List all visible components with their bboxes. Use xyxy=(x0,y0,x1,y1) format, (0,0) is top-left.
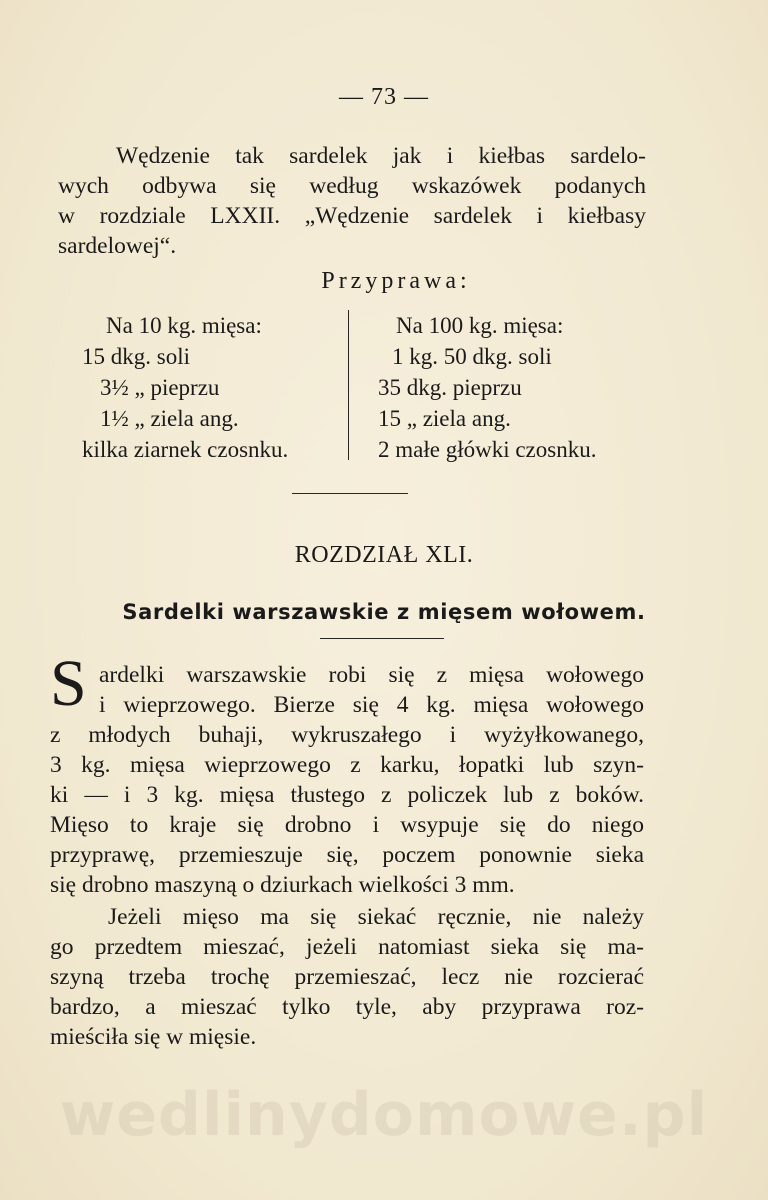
body-line: szyną trzeba trochę przemieszać, lecz nie rozcierać xyxy=(50,964,644,990)
body-line: go przedtem mieszać, jeżeli natomiast sieka się ma- xyxy=(50,934,644,960)
body-line: ardelki warszawskie robi się z mięsa wołowego xyxy=(99,662,644,688)
body-line: Jeżeli mięso ma się siekać ręcznie, nie należy xyxy=(108,904,644,930)
seasoning-row: Na 100 kg. mięsa: xyxy=(396,313,564,338)
body-line: ki — i 3 kg. mięsa tłustego z policzek lub z boków. xyxy=(50,782,644,808)
page-number: — 73 — xyxy=(339,84,429,110)
body-line: Mięso to kraje się drobno i wsypuje się do niego xyxy=(50,812,644,838)
body-line: z młodych buhaji, wykruszałego i wyżyłkowanego, xyxy=(50,722,644,748)
column-divider xyxy=(348,310,349,460)
drop-cap: S xyxy=(50,647,87,720)
seasoning-column-10kg xyxy=(82,310,344,465)
seasoning-table xyxy=(82,310,642,462)
intro-paragraph xyxy=(58,141,646,261)
body-line: 3 kg. mięsa wieprzowego z karku, łopatki lub szyn- xyxy=(50,752,644,778)
section-divider xyxy=(292,493,408,494)
intro-line: sardelowej“. xyxy=(58,233,177,259)
body-line: przyprawę, przemieszuje się, poczem ponownie sieka xyxy=(50,842,644,868)
intro-line: Wędzenie tak sardelek jak i kiełbas sardelo- xyxy=(116,143,646,169)
body-paragraph-1 xyxy=(50,660,644,900)
recipe-title: Sardelki warszawskie z mięsem wołowem. xyxy=(122,600,646,624)
body-line: mieściła się w mięsie. xyxy=(50,1024,257,1050)
chapter-heading: ROZDZIAŁ XLI. xyxy=(294,542,474,568)
body-line: bardzo, a mieszać tylko tyle, aby przyprawa roz- xyxy=(50,994,644,1020)
seasoning-row: 15 dkg. soli xyxy=(82,344,190,369)
seasoning-row: 15 „ ziela ang. xyxy=(378,406,511,431)
seasoning-heading: Przyprawa: xyxy=(321,268,471,294)
body-paragraph-2 xyxy=(50,902,644,1052)
seasoning-row: Na 10 kg. mięsa: xyxy=(106,313,262,338)
seasoning-row: 3½ „ pieprzu xyxy=(100,375,220,400)
watermark: wedlinydomowe.pl xyxy=(59,1080,709,1150)
seasoning-row: kilka ziarnek czosnku. xyxy=(82,437,289,462)
seasoning-column-100kg xyxy=(378,310,648,465)
intro-line: w rozdziale LXXII. „Wędzenie sardelek i kiełbasy xyxy=(58,203,646,229)
seasoning-row: 1½ „ ziela ang. xyxy=(100,406,239,431)
seasoning-row: 35 dkg. pieprzu xyxy=(378,375,522,400)
seasoning-row: 1 kg. 50 dkg. soli xyxy=(392,344,552,369)
title-divider xyxy=(320,638,444,639)
intro-line: wych odbywa się według wskazówek podanych xyxy=(58,173,646,199)
body-line: i wieprzowego. Bierze się 4 kg. mięsa wołowego xyxy=(99,692,644,718)
body-line: się drobno maszyną o dziurkach wielkości 3 mm. xyxy=(50,872,515,898)
seasoning-row: 2 małe główki czosnku. xyxy=(378,437,597,462)
